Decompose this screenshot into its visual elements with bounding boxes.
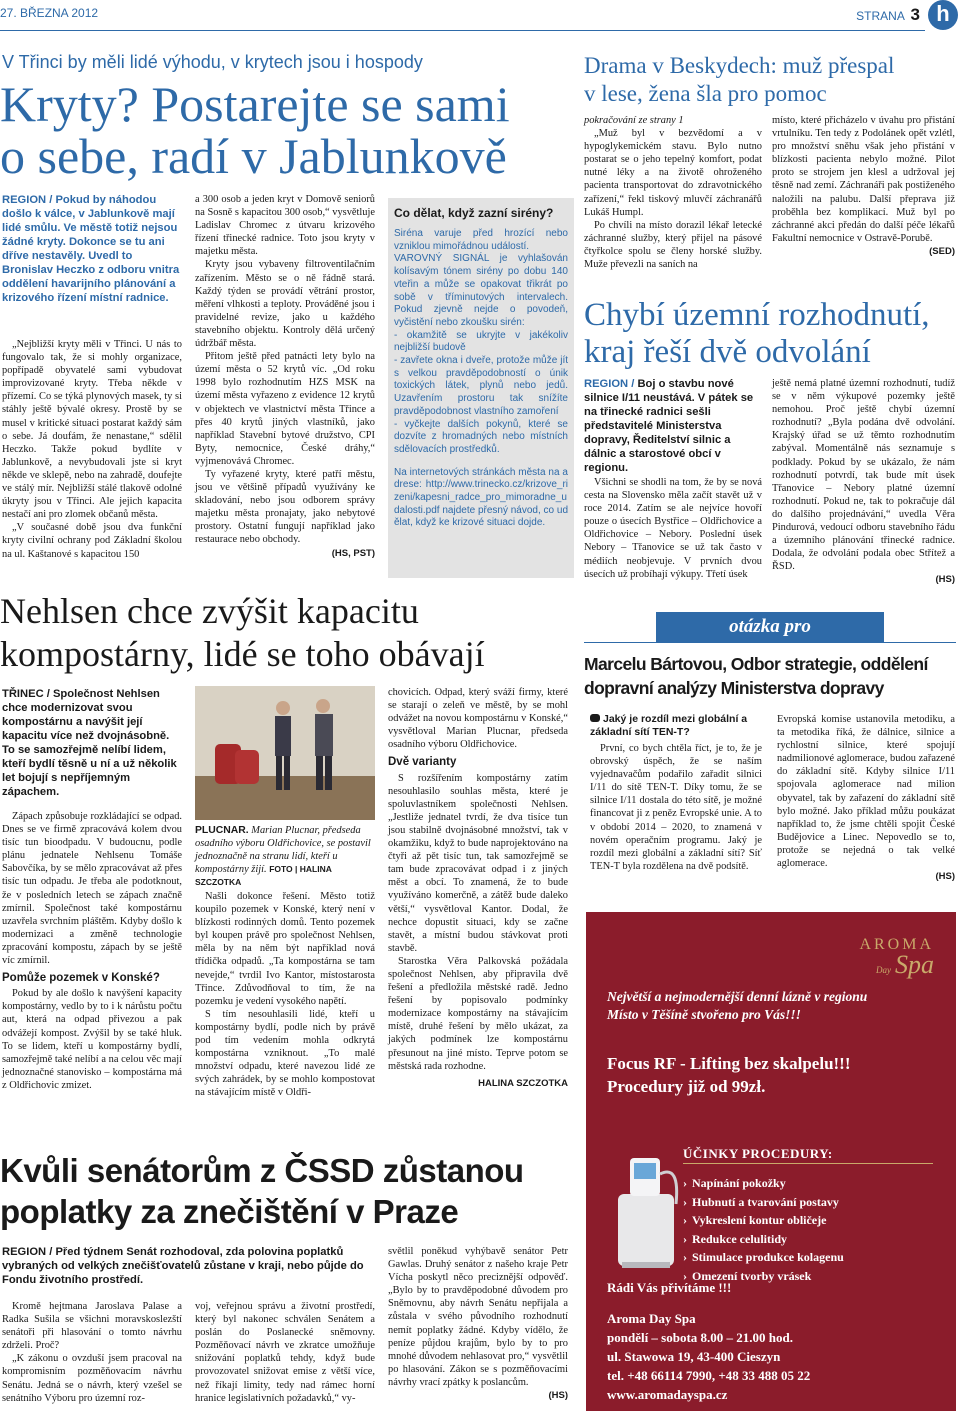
kompost-lead-tag: TŘINEC / xyxy=(2,688,53,700)
otazka-column-1 xyxy=(590,742,762,873)
subheading: Dvě varianty xyxy=(388,756,457,769)
ad-effects-title: ÚČINKY PROCEDURY: xyxy=(683,1146,833,1161)
otazka-banner-text: otázka pro xyxy=(729,616,811,637)
ad-aroma-day-spa[interactable] xyxy=(586,912,956,1411)
header-date: 27. BŘEZNA 2012 xyxy=(0,6,99,20)
uzemni-headline xyxy=(584,297,930,371)
photo-people-illustration xyxy=(195,686,375,820)
sirens-paragraph: - zavřete okna i dveře, protože může jít s velkou pravděpodobností o únik toxických látek, plynů nebo jedů. Uzavřením prostoru tak snížíte pravděpodobnost vlastního zamoření xyxy=(394,355,568,417)
photo-caption xyxy=(195,824,375,889)
ad-tagline xyxy=(607,988,867,1024)
paragraph: Zápach způsobuje rozkládající se odpad. Dnes se ve firmě zpracovává kolem dvou tisíc tun bioodpadu. V budoucnu, podle plánu jednatele Nehlsenu Tomáše Sabovčíka, by se mělo zpracovávat až přes tisíc tun odpadu. Je třeba ale podotknout, že v posledních letech se zápach značně zmírnil. Společnost také kompostárnu uzavřela svrchním pláštěm. Kdyby došlo k modernizaci a změně technologie zpracování kompostu, zápach by se ještě víc zmírnil. xyxy=(2,811,182,967)
ad-device-illustration xyxy=(608,1134,688,1274)
speech-bubble-icon xyxy=(590,714,600,722)
ad-welcome: Rádi Vás přivítáme !!! xyxy=(607,1280,732,1295)
kompost-headline-line2: kompostárny, lidé se toho obávají xyxy=(0,634,485,674)
sirens-box xyxy=(388,198,574,578)
otazka-rule xyxy=(584,642,956,643)
sirens-paragraph: Siréna varuje před hrozící nebo vzniklou mimořádnou událostí. xyxy=(394,228,568,252)
chevron-right-icon: › xyxy=(683,1194,687,1209)
drama-headline xyxy=(584,52,894,108)
signature: HALINA SZCZOTKA xyxy=(478,1077,568,1089)
ad-effect-item: › Vykreslení kontur obličeje xyxy=(683,1213,827,1227)
caption-bold: PLUCNAR. xyxy=(195,825,249,836)
senat-column-1 xyxy=(2,1300,182,1405)
kompost-lead-text: Společnost Nehlsen chce modernizovat svou kompostárnu a navýšit její kapacitu více než dvojnásobně. To se samozřejmě nelíbí lidem, kteří bydlí těsně u ní a už několik let bojují s nepříjemným zápachem. xyxy=(2,688,177,798)
paragraph: S tím nesouhlasili lidé, kteří u kompostárny bydlí, podle nich by právě pod tím vedením mohla odkrytá kompostárna vzniknout. „To malé množství odpadu, které navezou lidé ze svých zahrádek, by se mohlo kompostovat na stávajícím místě v Oldři- xyxy=(195,1008,375,1099)
caption-text: Marian Plucnar, předseda osadního výboru Oldřichovice, se postavil jednoznačně na stranu lidí, kteří u kompostárny žijí. xyxy=(195,825,371,875)
senat-column-2 xyxy=(195,1300,375,1405)
ad-effect-item: › Stimulace produkce kolagenu xyxy=(683,1250,844,1264)
kryty-headline-line2: o sebe, radí v Jablunkově xyxy=(0,128,507,184)
senat-column-3 xyxy=(388,1245,568,1402)
paragraph: Všichni se shodli na tom, že by se nová cesta na Slovensko měla začít stavět už v roce 2014. Zatím se ale nejvíce hovoří pouze o úsecích Bystřice – Oldřichovice a Oldřichovice – Nebory. Poslední úsek Nebory – Třanovice se už tak často v médiích neobjevuje. V prvních dvou úsecích už probíhají výkupy. Třetí úsek xyxy=(584,477,762,580)
kryty-headline xyxy=(0,78,510,182)
ad-hours: pondělí – sobota 8.00 – 21.00 hod. xyxy=(607,1330,794,1345)
ad-brand-small: Day xyxy=(876,965,891,975)
caption-photo-credit: FOTO | HALINA SZCZOTKA xyxy=(195,864,332,887)
kryty-lead-tag: REGION / xyxy=(2,194,56,206)
question-text: Jaký je rozdíl mezi globální a základní sítí TEN-T? xyxy=(590,713,748,738)
paragraph: Ty vyřazené kryty, které patří městu, jsou ve většině případů využívány ke skladování, nebo jsou odborem správy majetku města pronajaty, jako nebytové prostory. Ostatní fungují například jako restaurace nebo obchody. xyxy=(195,468,375,546)
paragraph: Po chvíli na místo dorazil lékař letecké záchranné služby, který přijel na pásové čtyřkolce spolu se členy horské služby. Muže převezli na saních na xyxy=(584,219,762,271)
uzemni-lead-tag: REGION / xyxy=(584,378,638,390)
sirens-paragraph: - okamžitě se ukryjte v jakékoliv nejbližší budově xyxy=(394,329,568,354)
drama-headline-line2: v lese, žena šla pro pomoc xyxy=(584,81,827,106)
kompost-column-3 xyxy=(388,686,568,1090)
paragraph: „Muž byl v bezvědomí a v hypoglykemickém stavu. Bylo nutno postarat se o jeho tepelný komfort, podat nutné léky a na životě ohroženého pacienta transportovat do zdravotnického zařízení,“ řekl tiskový mluvčí záchranářů Lukáš Humpl. xyxy=(584,128,762,218)
ad-effects-rule xyxy=(683,1163,933,1164)
otazka-column-2 xyxy=(777,713,955,883)
chevron-right-icon: › xyxy=(683,1250,687,1264)
uzemni-headline-line1: Chybí územní rozhodnutí, xyxy=(584,297,930,333)
uzemni-column-2 xyxy=(772,377,955,587)
kryty-headline-line1: Kryty? Postarejte se sami xyxy=(0,76,510,132)
chevron-right-icon: › xyxy=(683,1213,687,1227)
ad-name: Aroma Day Spa xyxy=(607,1311,696,1326)
otazka-person-line1: Marcelu Bártovou, Odbor strategie, oddělení xyxy=(584,654,928,674)
continued-note: pokračování ze strany 1 xyxy=(584,115,684,126)
ad-phone: tel. +48 66114 7990, +48 33 488 05 22 xyxy=(607,1368,811,1383)
kryty-kicker: V Třinci by měli lidé výhodu, v krytech jsou i hospody xyxy=(2,52,423,72)
ad-headline-line2: Procedury již od 99zł. xyxy=(607,1077,766,1096)
subheading: Pomůže pozemek v Konské? xyxy=(2,972,160,985)
ad-brand-top: AROMA xyxy=(859,936,934,953)
ad-effect-item: › Omezení tvorby vrásek xyxy=(683,1268,812,1283)
paragraph: Kryty jsou vybaveny filtroventilačním zařízením. Město se o ně řádně stará. Každý týden se provádí větrání prostor, měření vlhkosti a teploty. Prováděné jsou i pravidelné revize, jako u každého stavebního objektu. Kontroly dělá určený údržbář města. xyxy=(195,259,375,350)
ad-address: ul. Stawowa 19, 43-400 Cieszyn xyxy=(607,1349,781,1364)
otazka-question xyxy=(590,713,762,739)
paragraph: „Nejbližší kryty měli v Třinci. U nás to fungovalo tak, že si mohly organizace, popřípadě obyvatelé sami vybudovat improvizované kryty. Třeba někde v přízemí. Co se týká plynových masek, ty si stáhly ještě bývalé okresy. Prostě by se musel v kritické situaci postarat každý sám o sebe. Já doufám, že nenastane,“ sdělil Heczko. Takže pokud bydlíte v Jablunkově, a nevybudovali jste si kryt někde ve sklepě, nebo na zahradě, doufejte ve stálý mír. Nejbližší stálé tlakově odolné úkryty jsou v Třinci. Ale jejich kapacita nestačí ani pro zlomek občanů města. xyxy=(2,339,182,521)
paragraph: „V současné době jsou dva funkční kryty civilní ochrany pod Základní školou na ul. Kaštanové s kapacitou 150 xyxy=(2,522,182,560)
paragraph: Přitom ještě před patnácti lety bylo na území města o 52 krytů víc. „Od roku 1998 bylo rozhodnutím HZS MSK na území města vyřazeno z evidence 12 krytů v objektech ve vlastnictví města Třince a přes 40 krytů jiných vlastníků, jako například Stavební bytové družstvo, CPI Byty, nemocnice, České dráhy,“ vyjmenovává Chromec. xyxy=(195,351,375,467)
page-label: STRANA xyxy=(856,9,905,23)
ad-tagline-line2: Místo v Těšíně stvořeno pro Vás!!! xyxy=(607,1007,801,1022)
signature: (HS) xyxy=(548,1390,568,1402)
sirens-paragraph: VAROVNÝ SIGNÁL je vyhlašován kolísavým tónem sirény po dobu 140 vteřin a může se opakovat třikrát po sobě v tříminutových intervalech. Pokud zjevně nejde o povodeň, vyčistění nebo zkoušku sirén: xyxy=(394,253,568,328)
kryty-lead xyxy=(2,193,182,305)
ad-headline xyxy=(607,1052,851,1098)
uzemni-column-1 xyxy=(584,476,762,581)
paragraph: světlil poněkud vyhýbavě senátor Petr Gawlas. Druhý senátor z našeho kraje Petr Vícha poskytl něco preciznější odpověď. „Bylo by to pravděpodobné důvodem pro Sněmovnu, aby návrh Senátu nepřijala a zůstala v svého původního rozhodnutí nemít poplatky žádné. Kdyby vídělo, že peníze půjdou krajům, bylo by to pro mnohé důvodem nehlasovat pro,“ vysvětlil po hlasování. Zákon se s pozměňovacími návrhy vrací zpátky k poslancům. xyxy=(388,1246,568,1388)
paragraph: místo, které přicházelo v úvahu pro přistání vrtulníku. Ten tedy z Podolánek opět vzlétl, pro množství sněhu však jeho přistání v blízkosti pacienta nebylo možné. Pilot proto se strojem jen klesl a udržoval jej těsně nad zemí. Záchranáři pak postiženého naložili na palubu. Další přeprava již proběhla bez komplikací. Muž byl po záchranné akci předán do další péče lékařů Fakultní nemocnice v Ostravě-Porubě. xyxy=(772,115,955,244)
logo-badge xyxy=(928,0,958,30)
page-number: 3 xyxy=(910,5,920,24)
otazka-banner xyxy=(656,612,884,642)
uzemni-headline-line2: kraj řeší dvě odvolání xyxy=(584,334,871,370)
otazka-person-line2: dopravní analýzy Ministerstva dopravy xyxy=(584,678,884,698)
kompost-headline xyxy=(0,590,485,676)
paragraph: Starostka Věra Palkovská požádala společnost Nehlsen, aby připravila dvě řešení a předložila městské radě. Jedno řešení by popisovalo podmínky modernizace kompostárny na stávajícím místě, druhé řešení by mělo ukázat, za jakých podmínek lze kompostárnu přesunout na jiné místo. Teprve potom se městská rada rozhodne. xyxy=(388,955,568,1072)
senat-headline-line2: poplatky za znečištění v Praze xyxy=(0,1193,459,1230)
uzemni-lead-text: Boj o stavbu nové silnice I/11 neustává. V pátek se na třinecké radnici sešli představitelé Ministerstva dopravy, Ředitelství silnic a dálnic a starostové obcí v regionu. xyxy=(584,378,754,474)
kompost-column-1 xyxy=(2,810,182,1092)
paragraph: Pokud by ale došlo k navýšení kapacity kompostárny, vedlo by to i k nárůstu počtu aut, která na odpad přivezou a pak odvážejí kompost. Zvýšil by se také hluk. To se lidem, kteří u kompostárny bydlí, samozřejmě také nelíbí a na celou věc mají jednoznačné stanovisko – kompostárna má z Oldřichovic zmizet. xyxy=(2,988,182,1091)
drama-column-1 xyxy=(584,114,762,271)
signature: (HS) xyxy=(935,574,955,586)
signature: (HS) xyxy=(935,871,955,883)
drama-column-2 xyxy=(772,114,955,258)
ad-effect-item: › Redukce celulitidy xyxy=(683,1231,787,1246)
header-page-label xyxy=(856,5,920,25)
senat-lead xyxy=(2,1245,370,1287)
ad-website-link[interactable]: www.aromadayspa.cz xyxy=(607,1387,728,1402)
paragraph: S rozšířením kompostárny zatím nesouhlasilo souhlas města, které je spoluvlastníkem společnosti Nehlsen. „Jestliže jednatel tvrdí, že dva tisíce tun jsou stabilně dvojnásobné množství, tak v okamžiku, když to bude naprojektováno na čtyři až pět tisíc tun, tak samozřejmě se tam bude zpracovávat odpad i z jiných měst a obcí. To znamená, že to bude využíváno komerčně, a zátěž bude daleko větší,“ vysvětloval Kantor. Dodal, že nechce dopustit situaci, kdy se začne stavět, a místní budou stávkovat proti stavbě. xyxy=(388,772,568,954)
ad-effects-list xyxy=(683,1174,844,1285)
senat-headline xyxy=(0,1150,524,1232)
ad-brand-script: Spa xyxy=(895,950,934,979)
paragraph: Kromě hejtmana Jaroslava Palase a Radka Sušila se všichni moravskoslezští senátoři při hlasování o tomto návrhu zdrželi. Proč? xyxy=(2,1301,182,1352)
sirens-paragraph: Na internetových stránkách města na adrese: http://www.trinecko.cz/krizove_rizeni/kapesni_radce_pro_mimoradne_udalosti.pdf najdete přesný návod, co udělat, když ke krizové situaci dojde. xyxy=(394,466,569,529)
paragraph: a 300 osob a jeden kryt v Domově seniorů na Sosně s kapacitou 300 osob,“ vysvětluje Ladislav Chromec z útvaru krizového řízení třinecké radnice. Toto jsou kryty v majetku města. xyxy=(195,194,375,258)
paragraph: „K zákonu o ovzduší jsem pracoval na kompromisním pozměňovacím návrhu Senátu. Jedná se o návrh, který vzešel se senátního Výboru pro územní roz- xyxy=(2,1353,182,1404)
sirens-paragraph: - vyčkejte dalších pokynů, které se dozvíte z hromadných nebo místních sdělovacích prostředků. xyxy=(394,418,568,455)
ad-effect-item: › Hubnutí a tvarování postavy xyxy=(683,1194,839,1209)
ad-contact xyxy=(607,1309,810,1404)
kryty-column-1 xyxy=(2,338,182,561)
paragraph: Našli dokonce řešení. Město totiž koupilo pozemek v Konské, který není v blízkosti rodinných domů. Tento pozemek byl koupen právě pro společnost Nehlsen, měla by na něm být například nová třídička odpadů. „Ta kompostárna se tam nevejde,“ tvrdil Ivo Kantor, místostarosta Třince. Zdůvodňoval to tím, že na pozemku je vedení vysokého napětí. xyxy=(195,891,375,1007)
kompost-column-2 xyxy=(195,890,375,1100)
paragraph: Evropská komise ustanovila metodiku, a ta metodika říká, že dálnice, silnice a rychlostní silnice, které spojují nadmilionové aglomerace, budou zařazené do základní sítě. Kdyby silnice I/11 spojovala aglomerace nad milion obyvatel, tak by zařazení do základní sítě bylo možné. Jako příklad můžu poukázat například to, že jsme chtěli spojit České Budějovice a Linec. Nepovedlo se to, protože se nejedná o tak velké aglomerace. xyxy=(777,714,955,870)
sirens-title: Co dělat, když zazní sirény? xyxy=(394,206,554,220)
ad-headline-line1: Focus RF - Lifting bez skalpelu!!! xyxy=(607,1054,851,1073)
ad-brand-logo xyxy=(859,936,934,981)
senat-lead-tag: REGION / xyxy=(2,1246,56,1258)
signature: (SED) xyxy=(929,245,955,257)
photo-kompost xyxy=(195,686,375,820)
otazka-person xyxy=(584,652,928,700)
uzemni-lead xyxy=(584,377,762,475)
ad-effect-item: › Napínání pokožky xyxy=(683,1176,786,1190)
kompost-headline-line1: Nehlsen chce zvýšit kapacitu xyxy=(0,591,419,631)
logo-letter: h xyxy=(936,1,950,26)
paragraph: voj, veřejnou správu a životní prostředí, který byl nakonec schválen Senátem a poslán do Poslanecké sněmovny. Pozměňovací návrh ve zkratce umožňuje snižování poplatků tehdy, když bude provozovatel snižovat emise z větší více, než říkají limity, tedy nad rámec horní hranice legislativních požadavků,“ vy- xyxy=(195,1301,375,1404)
ad-tagline-line1: Největší a nejmodernější denní lázně v regionu xyxy=(607,989,868,1004)
signature: (HS, PST) xyxy=(331,547,375,559)
header-rule xyxy=(0,30,925,31)
senat-lead-text: Před týdnem Senát rozhodoval, zda polovina poplatků vybraných od velkých znečišťovatelů zůstane v kraji, nebo půjde do Fondu životního prostředí. xyxy=(2,1246,364,1286)
paragraph: chovicích. Odpad, který sváží firmy, které se starají o zeleň ve městě, by se mohl odvážet na novou kompostárnu v Konské,“ vysvětloval Marian Plucnar, předseda osadního výboru Oldřichovice. xyxy=(388,687,568,751)
chevron-right-icon: › xyxy=(683,1231,687,1246)
kryty-lead-text: Pokud by náhodou došlo k válce, v Jablunkově mají lidé smůlu. Ve městě totiž nejsou žádné kryty. Dokonce se tu ani dříve nestavěly. Uvedl to Bronislav Heczko z odboru vnitra oddělení havarijního plánování a krizového řízení místní radnice. xyxy=(2,194,180,304)
senat-headline-line1: Kvůli senátorům z ČSSD zůstanou xyxy=(0,1152,524,1189)
paragraph: ještě nemá platné územní rozhodnutí, tudíž se v něm výkupové pozemky ještě nemohou. Proč ještě chybí územní rozhodnutí? „Byla podána dvě odvolání. Krajský úřad se už těmto rozhodnutím zabýval. Momentálně nás seznamuje s podklady. Pokud by se ukázalo, že nám rozhodnutí potvrdí, tak bude mít úsek Třanovice – Nebory platné územní rozhodnutí. Pokud ne, tak to pokračuje dál do dalšího projednávání,“ uvedla Věra Pindurová, vedoucí odboru stavebního řádu a územního plánování třinecké radnice. Dodala, že odvolání podala obec Střítež a ŘSD. xyxy=(772,378,955,573)
chevron-right-icon: › xyxy=(683,1176,687,1190)
chevron-right-icon: › xyxy=(683,1268,687,1283)
paragraph: První, co bych chtěla říct, je to, že je obrovský úspěch, že se naším vyjednavačům podařilo zařadit silnici I/11 do sítě TEN-T. Díky tomu, že se silnice I/11 dostala do této sítě, je možné financovat ji z peněz Evropské unie. A to v období 2014 – 2020, to znamená v novém operačním programu. Jaký je rozdíl mezi globální a základní sítí? Síť TEN-T byla rozdělena na dvě podsítě. xyxy=(590,743,762,872)
drama-headline-line1: Drama v Beskydech: muž přespal xyxy=(584,53,895,78)
kompost-lead xyxy=(2,687,182,799)
kryty-column-2 xyxy=(195,193,375,560)
